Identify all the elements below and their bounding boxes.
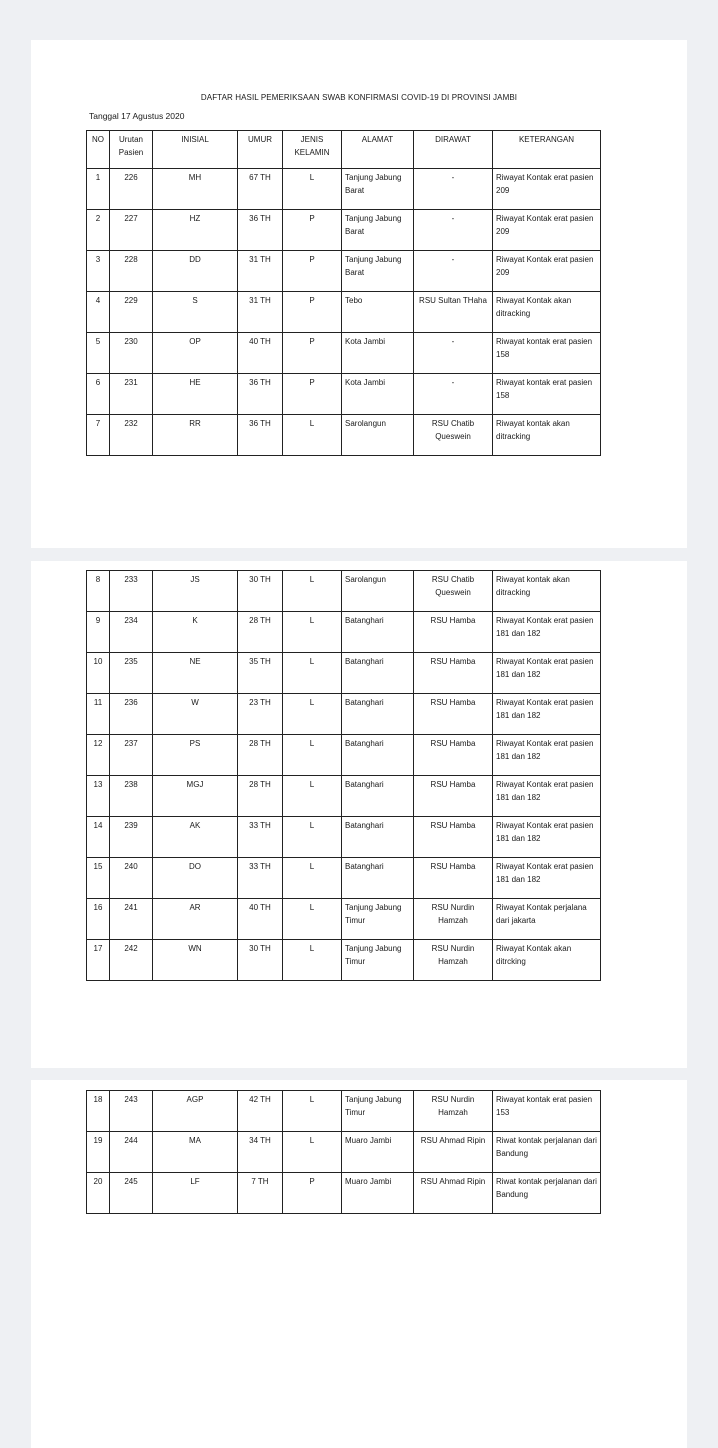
cell-keterangan: Riwayat Kontak erat pasien 181 dan 182: [493, 776, 601, 817]
patient-table-continued: [86, 570, 601, 981]
cell-urutan: 234: [110, 612, 153, 653]
cell-umur: 36 TH: [238, 210, 283, 251]
table-row: [87, 169, 601, 210]
cell-keterangan: Riwayat Kontak erat pasien 209: [493, 210, 601, 251]
cell-alamat: Batanghari: [342, 694, 414, 735]
cell-inisial: PS: [153, 735, 238, 776]
cell-dirawat: RSU Chatib Queswein: [414, 571, 493, 612]
cell-umur: 31 TH: [238, 251, 283, 292]
header-dirawat: DIRAWAT: [414, 131, 493, 169]
document-title: DAFTAR HASIL PEMERIKSAAN SWAB KONFIRMASI COVID-19 DI PROVINSI JAMBI: [200, 93, 518, 102]
cell-dirawat: RSU Nurdin Hamzah: [414, 899, 493, 940]
cell-dirawat: RSU Hamba: [414, 653, 493, 694]
cell-jenis-kelamin: L: [283, 899, 342, 940]
cell-umur: 33 TH: [238, 817, 283, 858]
table-row: [87, 817, 601, 858]
cell-dirawat: RSU Hamba: [414, 858, 493, 899]
cell-urutan: 233: [110, 571, 153, 612]
cell-urutan: 228: [110, 251, 153, 292]
cell-alamat: Tanjung Jabung Timur: [342, 940, 414, 981]
table-row: [87, 653, 601, 694]
cell-keterangan: Riwayat kontak akan ditracking: [493, 571, 601, 612]
cell-no: 10: [87, 653, 110, 694]
cell-dirawat: RSU Ahmad Ripin: [414, 1132, 493, 1173]
table-body-page-3: [87, 1091, 601, 1214]
cell-keterangan: Riwayat Kontak erat pasien 209: [493, 251, 601, 292]
cell-dirawat: -: [414, 333, 493, 374]
cell-no: 18: [87, 1091, 110, 1132]
cell-no: 3: [87, 251, 110, 292]
cell-jenis-kelamin: L: [283, 940, 342, 981]
cell-jenis-kelamin: L: [283, 817, 342, 858]
cell-umur: 33 TH: [238, 858, 283, 899]
cell-keterangan: Riwayat kontak erat pasien 153: [493, 1091, 601, 1132]
cell-jenis-kelamin: L: [283, 1091, 342, 1132]
cell-jenis-kelamin: P: [283, 333, 342, 374]
cell-jenis-kelamin: L: [283, 612, 342, 653]
cell-keterangan: Riwayat Kontak perjalana dari jakarta: [493, 899, 601, 940]
cell-urutan: 240: [110, 858, 153, 899]
cell-jenis-kelamin: P: [283, 374, 342, 415]
table-row: [87, 899, 601, 940]
patient-table: [86, 130, 601, 456]
table-row: [87, 1173, 601, 1214]
cell-umur: 30 TH: [238, 940, 283, 981]
cell-urutan: 236: [110, 694, 153, 735]
cell-no: 8: [87, 571, 110, 612]
table-header-row: [87, 131, 601, 169]
cell-keterangan: Riwat kontak perjalanan dari Bandung: [493, 1173, 601, 1214]
cell-urutan: 241: [110, 899, 153, 940]
cell-urutan: 229: [110, 292, 153, 333]
cell-umur: 28 TH: [238, 735, 283, 776]
cell-alamat: Tanjung Jabung Barat: [342, 210, 414, 251]
table-row: [87, 333, 601, 374]
cell-jenis-kelamin: L: [283, 735, 342, 776]
cell-dirawat: -: [414, 169, 493, 210]
cell-inisial: AK: [153, 817, 238, 858]
cell-umur: 40 TH: [238, 899, 283, 940]
table-row: [87, 1091, 601, 1132]
cell-alamat: Kota Jambi: [342, 374, 414, 415]
cell-dirawat: RSU Sultan THaha: [414, 292, 493, 333]
document-date: Tanggal 17 Agustus 2020: [89, 111, 185, 121]
cell-keterangan: Riwayat Kontak akan ditrcking: [493, 940, 601, 981]
table-row: [87, 694, 601, 735]
table-row: [87, 251, 601, 292]
cell-jenis-kelamin: P: [283, 292, 342, 333]
cell-jenis-kelamin: P: [283, 1173, 342, 1214]
cell-no: 5: [87, 333, 110, 374]
table-row: [87, 1132, 601, 1173]
cell-no: 12: [87, 735, 110, 776]
cell-urutan: 227: [110, 210, 153, 251]
cell-inisial: DO: [153, 858, 238, 899]
cell-urutan: 242: [110, 940, 153, 981]
cell-keterangan: Riwayat Kontak erat pasien 181 dan 182: [493, 735, 601, 776]
cell-umur: 28 TH: [238, 612, 283, 653]
cell-alamat: Kota Jambi: [342, 333, 414, 374]
cell-alamat: Tanjung Jabung Barat: [342, 251, 414, 292]
cell-no: 20: [87, 1173, 110, 1214]
cell-umur: 40 TH: [238, 333, 283, 374]
document-page-3: [31, 1080, 687, 1448]
header-keterangan: KETERANGAN: [493, 131, 601, 169]
cell-dirawat: RSU Nurdin Hamzah: [414, 940, 493, 981]
cell-umur: 36 TH: [238, 374, 283, 415]
cell-no: 13: [87, 776, 110, 817]
header-umur: UMUR: [238, 131, 283, 169]
cell-urutan: 232: [110, 415, 153, 456]
cell-alamat: Muaro Jambi: [342, 1132, 414, 1173]
cell-inisial: HZ: [153, 210, 238, 251]
table-row: [87, 292, 601, 333]
cell-keterangan: Riwat kontak perjalanan dari Bandung: [493, 1132, 601, 1173]
cell-no: 9: [87, 612, 110, 653]
cell-dirawat: RSU Nurdin Hamzah: [414, 1091, 493, 1132]
cell-keterangan: Riwayat Kontak akan ditracking: [493, 292, 601, 333]
cell-inisial: DD: [153, 251, 238, 292]
cell-alamat: Muaro Jambi: [342, 1173, 414, 1214]
header-no: NO: [87, 131, 110, 169]
cell-umur: 34 TH: [238, 1132, 283, 1173]
table-row: [87, 776, 601, 817]
header-alamat: ALAMAT: [342, 131, 414, 169]
cell-inisial: MGJ: [153, 776, 238, 817]
cell-dirawat: RSU Hamba: [414, 694, 493, 735]
cell-no: 16: [87, 899, 110, 940]
cell-inisial: W: [153, 694, 238, 735]
cell-inisial: JS: [153, 571, 238, 612]
cell-umur: 31 TH: [238, 292, 283, 333]
cell-umur: 36 TH: [238, 415, 283, 456]
cell-dirawat: RSU Hamba: [414, 735, 493, 776]
cell-umur: 30 TH: [238, 571, 283, 612]
cell-umur: 7 TH: [238, 1173, 283, 1214]
cell-no: 2: [87, 210, 110, 251]
cell-inisial: AR: [153, 899, 238, 940]
cell-umur: 67 TH: [238, 169, 283, 210]
cell-keterangan: Riwayat Kontak erat pasien 181 dan 182: [493, 858, 601, 899]
header-urutan: Urutan Pasien: [110, 131, 153, 169]
table-row: [87, 374, 601, 415]
cell-alamat: Batanghari: [342, 612, 414, 653]
cell-alamat: Batanghari: [342, 735, 414, 776]
table-row: [87, 571, 601, 612]
cell-alamat: Sarolangun: [342, 415, 414, 456]
cell-inisial: MH: [153, 169, 238, 210]
cell-urutan: 239: [110, 817, 153, 858]
cell-alamat: Batanghari: [342, 817, 414, 858]
cell-urutan: 244: [110, 1132, 153, 1173]
cell-dirawat: -: [414, 210, 493, 251]
cell-jenis-kelamin: L: [283, 169, 342, 210]
cell-keterangan: Riwayat kontak erat pasien 158: [493, 333, 601, 374]
cell-inisial: K: [153, 612, 238, 653]
table-row: [87, 735, 601, 776]
cell-inisial: OP: [153, 333, 238, 374]
cell-urutan: 243: [110, 1091, 153, 1132]
cell-no: 11: [87, 694, 110, 735]
cell-no: 4: [87, 292, 110, 333]
cell-dirawat: RSU Hamba: [414, 612, 493, 653]
cell-no: 15: [87, 858, 110, 899]
cell-inisial: AGP: [153, 1091, 238, 1132]
document-page-1: [31, 40, 687, 548]
cell-dirawat: -: [414, 374, 493, 415]
cell-alamat: Batanghari: [342, 776, 414, 817]
cell-no: 14: [87, 817, 110, 858]
cell-urutan: 238: [110, 776, 153, 817]
table-row: [87, 940, 601, 981]
cell-urutan: 226: [110, 169, 153, 210]
cell-umur: 23 TH: [238, 694, 283, 735]
cell-alamat: Tanjung Jabung Timur: [342, 1091, 414, 1132]
cell-jenis-kelamin: L: [283, 653, 342, 694]
cell-urutan: 231: [110, 374, 153, 415]
header-jenis-kelamin: JENIS KELAMIN: [283, 131, 342, 169]
table-body-page-1: [87, 169, 601, 456]
cell-jenis-kelamin: P: [283, 210, 342, 251]
cell-urutan: 245: [110, 1173, 153, 1214]
table-body-page-2: [87, 571, 601, 981]
cell-urutan: 237: [110, 735, 153, 776]
header-inisial: INISIAL: [153, 131, 238, 169]
table-row: [87, 612, 601, 653]
cell-inisial: NE: [153, 653, 238, 694]
cell-urutan: 230: [110, 333, 153, 374]
cell-dirawat: RSU Chatib Queswein: [414, 415, 493, 456]
cell-dirawat: -: [414, 251, 493, 292]
cell-jenis-kelamin: L: [283, 1132, 342, 1173]
cell-no: 17: [87, 940, 110, 981]
cell-inisial: MA: [153, 1132, 238, 1173]
cell-umur: 42 TH: [238, 1091, 283, 1132]
cell-inisial: HE: [153, 374, 238, 415]
cell-keterangan: Riwayat Kontak erat pasien 181 dan 182: [493, 653, 601, 694]
cell-inisial: RR: [153, 415, 238, 456]
table-row: [87, 415, 601, 456]
cell-alamat: Tanjung Jabung Barat: [342, 169, 414, 210]
cell-jenis-kelamin: L: [283, 858, 342, 899]
cell-dirawat: RSU Hamba: [414, 817, 493, 858]
cell-no: 6: [87, 374, 110, 415]
cell-jenis-kelamin: L: [283, 694, 342, 735]
cell-alamat: Batanghari: [342, 653, 414, 694]
cell-no: 7: [87, 415, 110, 456]
cell-keterangan: Riwayat Kontak erat pasien 181 dan 182: [493, 694, 601, 735]
cell-urutan: 235: [110, 653, 153, 694]
cell-jenis-kelamin: L: [283, 571, 342, 612]
cell-jenis-kelamin: P: [283, 251, 342, 292]
cell-alamat: Sarolangun: [342, 571, 414, 612]
cell-jenis-kelamin: L: [283, 415, 342, 456]
document-page-2: [31, 561, 687, 1068]
cell-keterangan: Riwayat kontak erat pasien 158: [493, 374, 601, 415]
cell-jenis-kelamin: L: [283, 776, 342, 817]
cell-keterangan: Riwayat kontak akan ditracking: [493, 415, 601, 456]
cell-inisial: S: [153, 292, 238, 333]
cell-no: 1: [87, 169, 110, 210]
cell-inisial: LF: [153, 1173, 238, 1214]
cell-keterangan: Riwayat Kontak erat pasien 209: [493, 169, 601, 210]
cell-no: 19: [87, 1132, 110, 1173]
patient-table-continued-2: [86, 1090, 601, 1214]
cell-keterangan: Riwayat Kontak erat pasien 181 dan 182: [493, 817, 601, 858]
cell-umur: 28 TH: [238, 776, 283, 817]
cell-alamat: Batanghari: [342, 858, 414, 899]
cell-inisial: WN: [153, 940, 238, 981]
cell-dirawat: RSU Ahmad Ripin: [414, 1173, 493, 1214]
cell-dirawat: RSU Hamba: [414, 776, 493, 817]
cell-keterangan: Riwayat Kontak erat pasien 181 dan 182: [493, 612, 601, 653]
cell-umur: 35 TH: [238, 653, 283, 694]
cell-alamat: Tanjung Jabung Timur: [342, 899, 414, 940]
table-row: [87, 858, 601, 899]
table-row: [87, 210, 601, 251]
cell-alamat: Tebo: [342, 292, 414, 333]
